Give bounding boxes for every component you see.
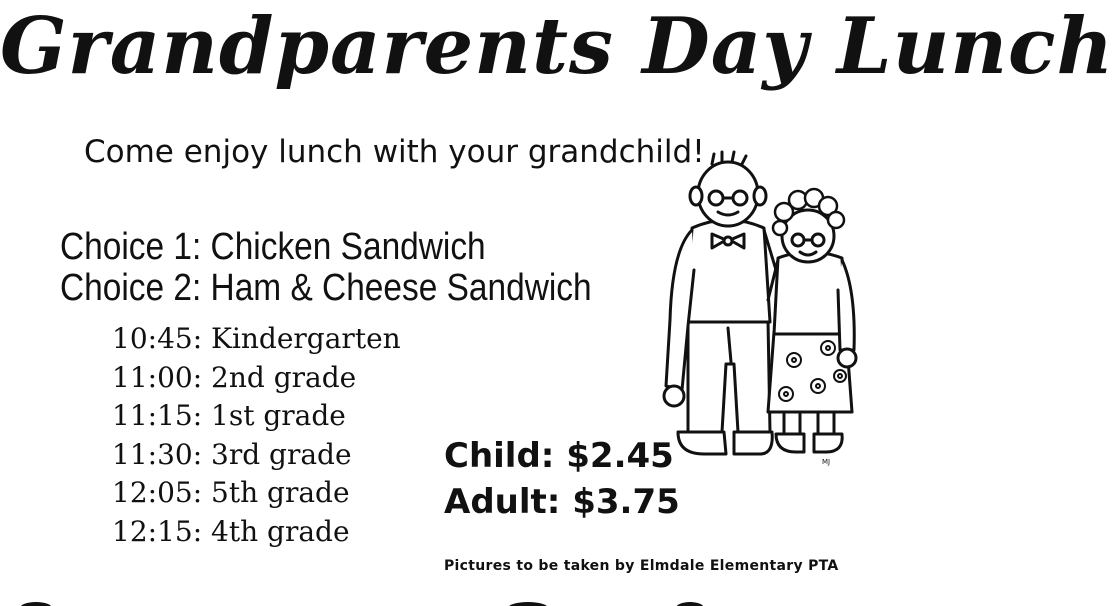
grandma-shoe-right [814,434,842,452]
schedule-item: 10:45: Kindergarten [112,322,401,355]
schedule-item: 11:30: 3rd grade [112,437,352,471]
grandma-glasses-left [792,234,804,246]
menu-choice-1: Choice 1: Chicken Sandwich [60,226,486,268]
grandpa-shirt [686,220,770,322]
grandpa-glasses-right [733,191,747,205]
grandma-shoe-left [776,434,804,452]
price-amount: $2.45 [566,436,674,476]
lunch-schedule [112,320,401,552]
grandparents-illustration [656,150,856,470]
price-label: Child: [444,436,555,476]
schedule-item: 11:15: 1st grade [112,399,346,433]
illustration-signature: MJ [822,458,831,466]
grandpa-hand-left [664,386,684,406]
schedule-item: 11:00: 2nd grade [112,360,357,394]
grandma-glasses-right [812,234,824,246]
schedule-item: 12:15: 4th grade [112,514,350,548]
price-amount: $3.75 [572,482,680,522]
price-adult [444,479,680,525]
menu-choices [60,227,592,309]
flyer-title: Grandparents Day Lunch [0,1,1114,92]
price-list [444,433,680,525]
cropped-border-decoration [0,592,864,606]
grandma-hand-right [838,349,856,367]
grandpa-glasses-left [709,191,723,205]
grandpa-shoe-right [734,432,772,454]
price-label: Adult: [444,482,561,522]
menu-choice-2: Choice 2: Ham & Cheese Sandwich [60,267,592,309]
schedule-item: 12:05: 5th grade [112,476,350,510]
price-child [444,433,680,479]
photo-note: Pictures to be taken by Elmdale Elementary PTA [444,558,839,574]
flyer-subtitle: Come enjoy lunch with your grandchild! [84,134,705,170]
grandpa-shoe-left [678,432,726,454]
grandma-top [774,252,846,334]
